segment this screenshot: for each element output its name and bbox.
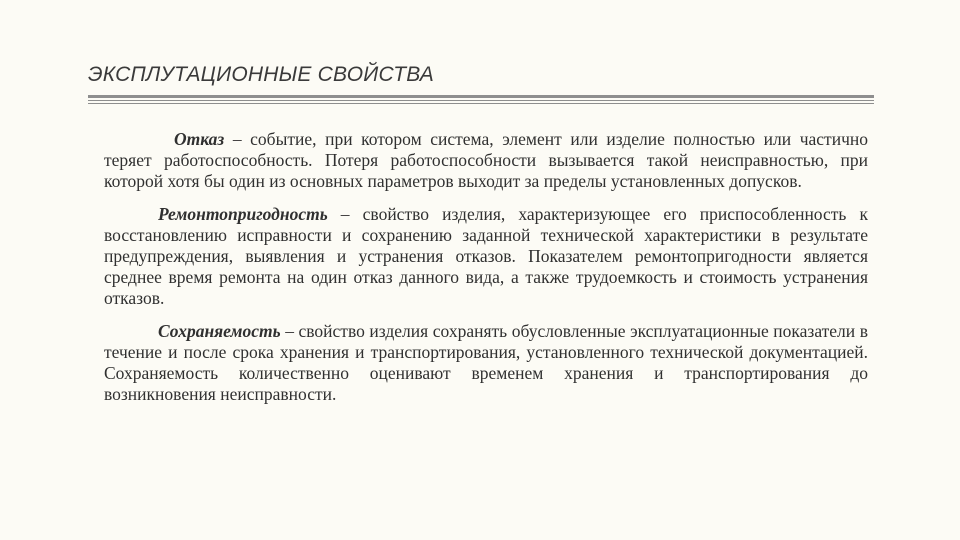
content-body (104, 129, 868, 417)
paragraph-otkaz (104, 129, 868, 192)
term-remontoprigodnost: Ремонтопригодность (158, 204, 328, 224)
definition-remontoprigodnost: – свойство изделия, характеризующее его приспособленность к восстановлению исправности и сохранению заданной технической характеристики в результате предупреждения, выявления и устранения отказов. Показателем ремонтопригодности является среднее время ремонта на один отказ данного вида, а также трудоемкость и стоимость устранения отказов. (104, 204, 868, 308)
paragraph-remontoprigodnost (104, 204, 868, 309)
term-otkaz: Отказ (174, 129, 225, 149)
title-underline-thin (88, 100, 874, 101)
title-underline-thin-2 (88, 103, 874, 104)
slide-title: ЭКСПЛУТАЦИОННЫЕ СВОЙСТВА (88, 63, 434, 86)
title-underline-thick (88, 95, 874, 98)
definition-otkaz: – событие, при котором система, элемент или изделие полностью или частично теряет работоспособность. Потеря работоспособности вызывается такой неисправностью, при которой хотя бы один из основных параметров выходит за пределы установленных допусков. (104, 129, 868, 191)
term-sokhranyaemost: Сохраняемость (158, 321, 281, 341)
definition-sokhranyaemost: – свойство изделия сохранять обусловленные эксплуатационные показатели в течение и после срока хранения и транспортирования, установленного технической документацией. Сохраняемость количественно оценивают временем хранения и транспортирования до возникновения неисправности. (104, 321, 868, 404)
paragraph-sokhranyaemost (104, 321, 868, 405)
